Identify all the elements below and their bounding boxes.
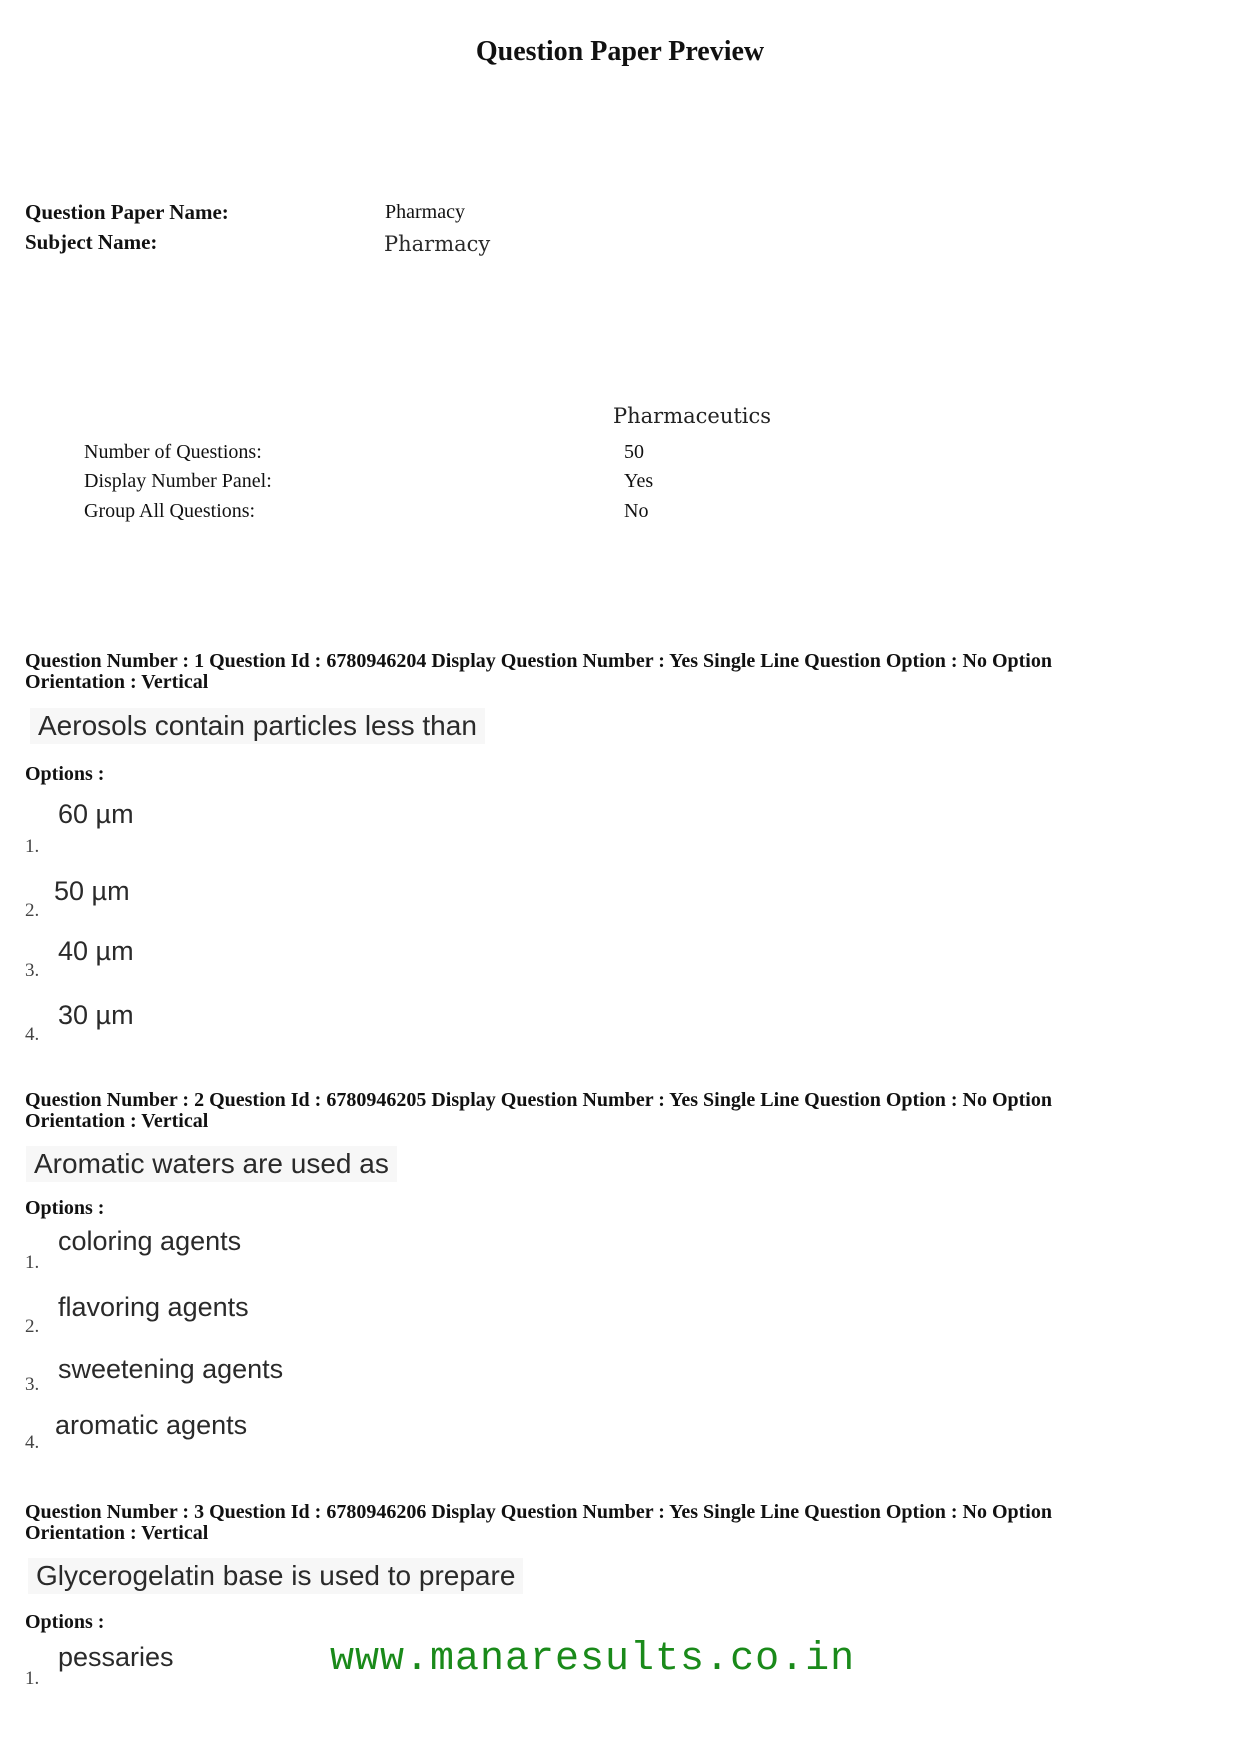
option-number: 2. bbox=[25, 900, 40, 921]
option-text: 30 µm bbox=[58, 1000, 134, 1030]
meta-label-group-all: Group All Questions: bbox=[84, 500, 256, 522]
option-text: pessaries bbox=[58, 1642, 174, 1672]
meta-value-questions: 50 bbox=[624, 441, 644, 463]
question-header-line1: Question Number : 3 Question Id : 6780946206 Display Question Number : Yes Single Line Question Option : No Option bbox=[25, 1501, 1052, 1523]
option-text: flavoring agents bbox=[58, 1292, 249, 1322]
paper-name-label: Question Paper Name: bbox=[25, 200, 229, 224]
question-text: Aromatic waters are used as bbox=[26, 1146, 397, 1182]
paper-name-value: Pharmacy bbox=[385, 201, 465, 223]
option-number: 1. bbox=[25, 836, 40, 857]
options-label: Options : bbox=[25, 1611, 105, 1633]
question-header bbox=[25, 1090, 1205, 1132]
question-text: Glycerogelatin base is used to prepare bbox=[28, 1558, 523, 1594]
subject-name-value: Pharmacy bbox=[384, 232, 491, 256]
option-number: 2. bbox=[25, 1316, 40, 1337]
section-title: Pharmaceutics bbox=[613, 404, 772, 428]
question-header bbox=[25, 1502, 1205, 1544]
option-number: 1. bbox=[25, 1252, 40, 1273]
option-text: aromatic agents bbox=[55, 1410, 248, 1440]
question-header-line1: Question Number : 2 Question Id : 6780946205 Display Question Number : Yes Single Line Question Option : No Option bbox=[25, 1089, 1052, 1111]
meta-label-questions: Number of Questions: bbox=[84, 441, 262, 463]
meta-value-group-all: No bbox=[624, 500, 649, 522]
question-header-line2: Orientation : Vertical bbox=[25, 1522, 209, 1544]
question-header-line1: Question Number : 1 Question Id : 6780946204 Display Question Number : Yes Single Line Question Option : No Option bbox=[25, 650, 1052, 672]
option-number: 3. bbox=[25, 960, 40, 981]
option-text: 40 µm bbox=[58, 936, 134, 966]
option-text: coloring agents bbox=[58, 1226, 242, 1256]
question-header-line2: Orientation : Vertical bbox=[25, 671, 209, 693]
options-label: Options : bbox=[25, 763, 105, 785]
option-number: 1. bbox=[25, 1668, 40, 1689]
option-text: sweetening agents bbox=[58, 1354, 284, 1384]
meta-value-display-panel: Yes bbox=[624, 470, 654, 492]
subject-name-label: Subject Name: bbox=[25, 230, 158, 254]
question-header-line2: Orientation : Vertical bbox=[25, 1110, 209, 1132]
option-number: 4. bbox=[25, 1432, 40, 1453]
watermark-url: www.manaresults.co.in bbox=[330, 1637, 856, 1682]
option-text: 50 µm bbox=[54, 876, 130, 906]
question-text: Aerosols contain particles less than bbox=[30, 708, 485, 744]
option-text: 60 µm bbox=[58, 799, 134, 829]
option-number: 3. bbox=[25, 1374, 40, 1395]
question-header bbox=[25, 651, 1205, 693]
meta-label-display-panel: Display Number Panel: bbox=[84, 470, 272, 492]
page-title: Question Paper Preview bbox=[475, 36, 765, 67]
options-label: Options : bbox=[25, 1197, 105, 1219]
option-number: 4. bbox=[25, 1024, 40, 1045]
